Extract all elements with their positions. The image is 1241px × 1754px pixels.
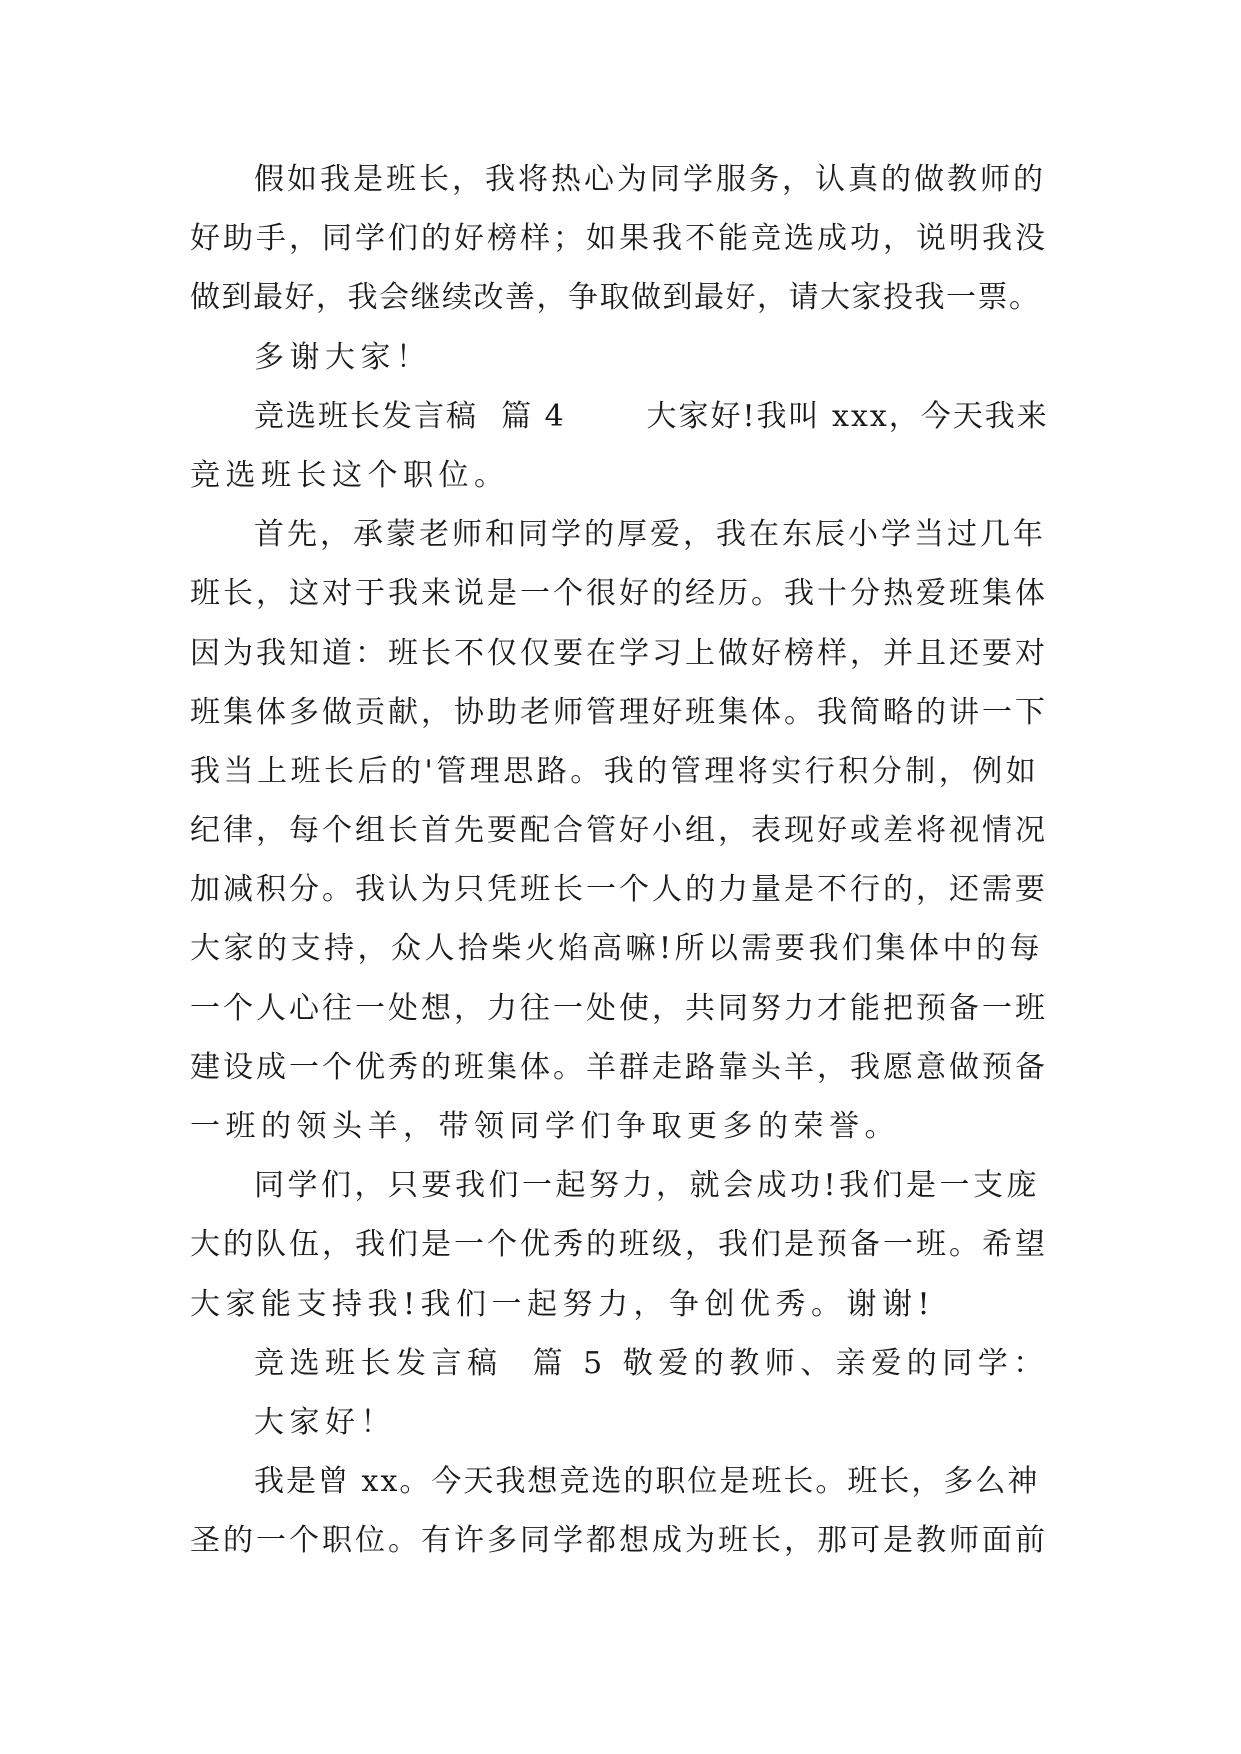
text-line: 我是曾 xx。今天我想竞选的职位是班长。班长，多么神 (254, 1464, 1040, 1500)
text-line: 好助手，同学们的好榜样；如果我不能竞选成功，说明我没 (190, 221, 1048, 257)
text-line: 大家能支持我!我们一起努力，争创优秀。谢谢! (190, 1286, 936, 1322)
section-heading-line: 竞选班长发言稿 篇 5 敬爱的教师、亲爱的同学： (254, 1345, 1049, 1381)
text-line: 假如我是班长，我将热心为同学服务，认真的做教师的 (254, 162, 1046, 197)
text-line: 同学们，只要我们一起努力，就会成功!我们是一支庞 (254, 1168, 1041, 1204)
text-line: 做到最好，我会继续改善，争取做到最好，请大家投我一票。 (190, 280, 1041, 316)
text-line: 一个人心往一处想，力往一处使，共同努力才能把预备一班 (190, 990, 1048, 1026)
text-line: 圣的一个职位。有许多同学都想成为班长，那可是教师面前 (190, 1523, 1048, 1559)
speech-text (190, 150, 1050, 1571)
text-line: 竞选班长这个职位。 (190, 457, 510, 493)
text-line: 加减积分。我认为只凭班长一个人的力量是不行的，还需要 (190, 872, 1048, 908)
text-line: 班集体多做贡献，协助老师管理好班集体。我简略的讲一下 (190, 694, 1048, 730)
text-line: 首先，承蒙老师和同学的厚爱，我在东辰小学当过几年 (254, 517, 1046, 553)
text-line: 建设成一个优秀的班集体。羊群走路靠头羊，我愿意做预备 (190, 1049, 1048, 1085)
text-line: 纪律，每个组长首先要配合管好小组，表现好或差将视情况 (190, 813, 1048, 849)
section-heading-line: 竞选班长发言稿 篇 4 大家好!我叫 xxx，今天我来 (254, 398, 1049, 434)
text-line: 大家好！ (254, 1404, 396, 1440)
text-line: 多谢大家！ (254, 339, 432, 375)
text-line: 大的队伍，我们是一个优秀的班级，我们是预备一班。希望 (190, 1227, 1048, 1263)
text-line: 我当上班长后的'管理思路。我的管理将实行积分制，例如 (190, 753, 1040, 789)
text-line: 一班的领头羊，带领同学们争取更多的荣誉。 (190, 1109, 900, 1144)
text-line: 因为我知道：班长不仅仅要在学习上做好榜样，并且还要对 (190, 635, 1048, 671)
text-line: 班长，这对于我来说是一个很好的经历。我十分热爱班集体 (190, 576, 1048, 612)
text-line: 大家的支持，众人拾柴火焰高嘛!所以需要我们集体中的每 (190, 931, 1044, 967)
